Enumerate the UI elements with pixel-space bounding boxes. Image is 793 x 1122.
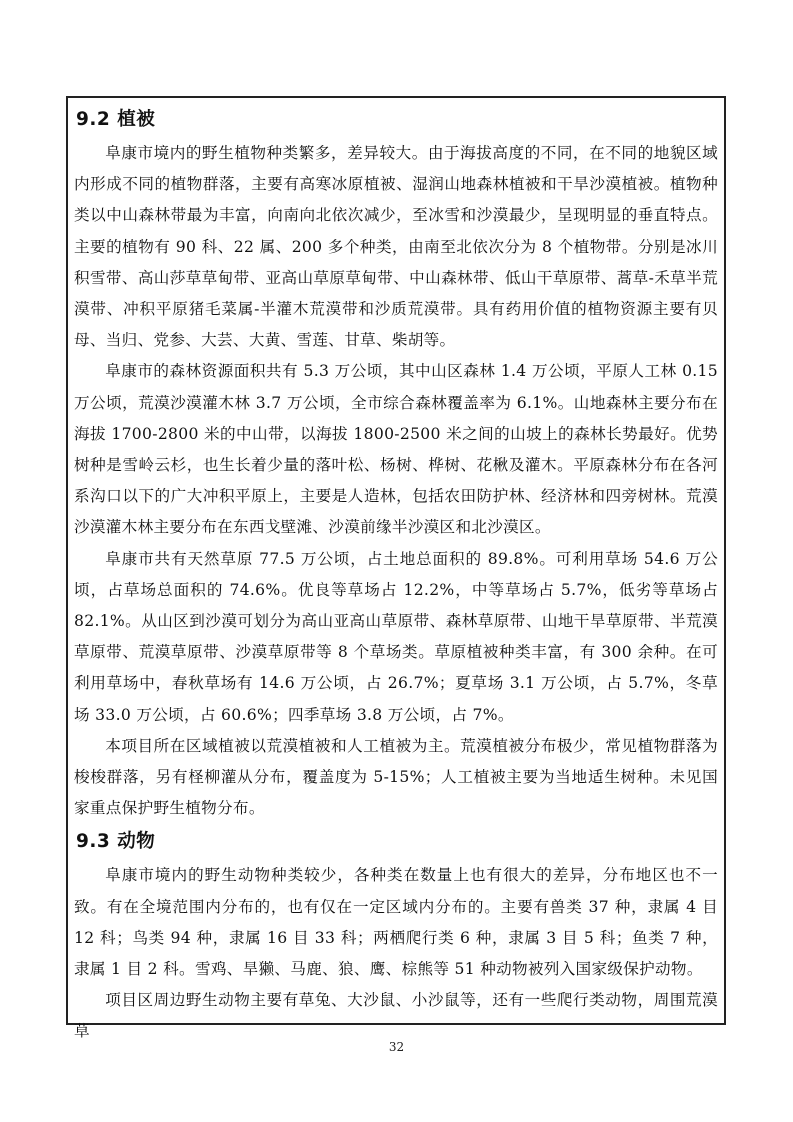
paragraph-forest-resources: 阜康市的森林资源面积共有 5.3 万公顷，其中山区森林 1.4 万公顷，平原人工林 0.15 万公顷，荒漠沙漠灌木林 3.7 万公顷，全市综合森林覆盖率为 6.1%。山地森林主要分布在海拔 1700-2800 米的中山带，以海拔 1800-2500 米之间的山坡上的森林长势最好。优势树种是雪岭云杉，也生长着少量的落叶松、杨树、桦树、花楸及灌木。平原森林分布在各河系沟口以下的广大冲积平原上，主要是人造林，包括农田防护林、经济林和四旁树林。荒漠沙漠灌木林主要分布在东西戈壁滩、沙漠前缘半沙漠区和北沙漠区。 — [74, 362, 718, 537]
page-number: 32 — [388, 1040, 405, 1054]
paragraph-plant-species: 阜康市境内的野生植物种类繁多，差异较大。由于海拔高度的不同，在不同的地貌区域内形成不同的植物群落，主要有高寒冰原植被、湿润山地森林植被和干旱沙漠植被。植物种类以中山森林带最为丰富，向南向北依次减少，至冰雪和沙漠最少，呈现明显的垂直特点。主要的植物有 90 科、22 属、200 多个种类，由南至北依次分为 8 个植物带。分别是冰川积雪带、高山莎草草甸带、亚高山草原草甸带、中山森林带、低山干草原带、蒿草-禾草半荒漠带、冲积平原猪毛菜属-半灌木荒漠带和沙质荒漠带。具有药用价值的植物资源主要有贝母、当归、党参、大芸、大黄、雪莲、甘草、柴胡等。 — [74, 144, 718, 350]
paragraph-wildlife: 阜康市境内的野生动物种类较少，各种类在数量上也有很大的差异，分布地区也不一致。有在全境范围内分布的，也有仅在一定区域内分布的。主要有兽类 37 种，隶属 4 目 12 科；鸟类 94 种，隶属 16 目 33 科；两栖爬行类 6 种，隶属 3 目 5 科；鱼类 7 种，隶属 1 目 2 科。雪鸡、旱獭、马鹿、狼、鹰、棕熊等 51 种动物被列入国家级保护动物。 — [74, 866, 718, 979]
section-heading-vegetation: 9.2 植被 — [76, 109, 156, 130]
paragraph-grassland: 阜康市共有天然草原 77.5 万公顷，占土地总面积的 89.8%。可利用草场 54.6 万公顷，占草场总面积的 74.6%。优良等草场占 12.2%，中等草场占 5.7%，低劣等草场占 82.1%。从山区到沙漠可划分为高山亚高山草原带、森林草原带、山地干旱草原带、半荒漠草原带、荒漠草原带、沙漠草原带等 8 个草场类。草原植被种类丰富，有 300 余种。在可利用草场中，春秋草场有 14.6 万公顷，占 26.7%；夏草场 3.1 万公顷，占 5.7%，冬草场 33.0 万公顷，占 60.6%；四季草场 3.8 万公顷，占 7%。 — [74, 549, 718, 724]
paragraph-project-vegetation: 本项目所在区域植被以荒漠植被和人工植被为主。荒漠植被分布极少，常见植物群落为梭梭群落，另有柽柳灌从分布，覆盖度为 5-15%；人工植被主要为当地适生树种。未见国家重点保护野生植物分布。 — [74, 736, 718, 818]
paragraph-project-wildlife: 项目区周边野生动物主要有草兔、大沙鼠、小沙鼠等，还有一些爬行类动物，周围荒漠草 — [74, 991, 718, 1041]
section-heading-animals: 9.3 动物 — [76, 831, 156, 853]
document-body — [74, 104, 718, 1048]
content-frame — [66, 96, 726, 1041]
